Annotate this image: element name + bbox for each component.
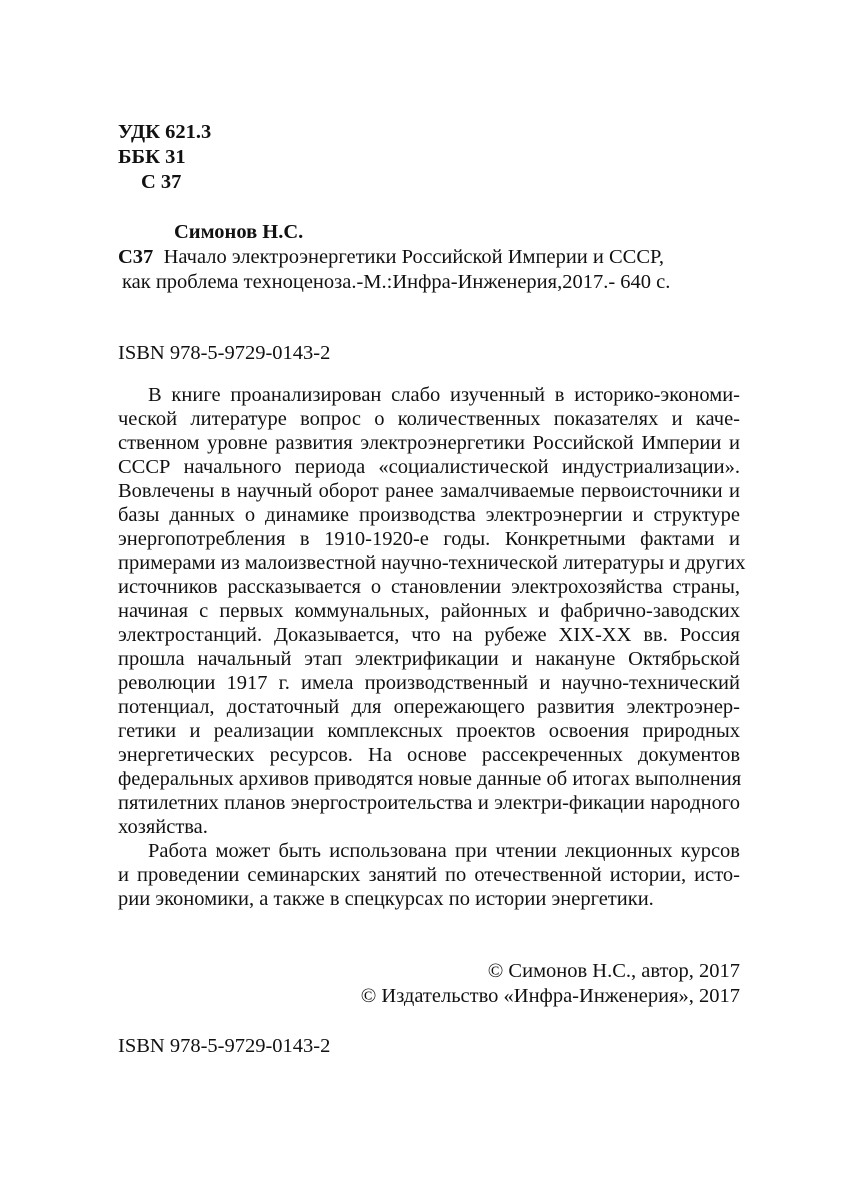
abstract-line: пятилетних планов энергостроительства и электри-фикации народного — [118, 792, 740, 814]
abstract-line: прошла начальный этап электрификации и накануне Октябрьской — [118, 648, 740, 670]
bibliographic-title-line-2: как проблема техноценоза.-М.:Инфра-Инженерия,2017.- 640 с. — [122, 271, 671, 293]
abstract-line: В книге проанализирован слабо изученный в историко-экономи- — [148, 384, 740, 406]
abstract — [118, 383, 746, 911]
abstract-line: Вовлечены в научный оборот ранее замалчиваемые первоисточники и — [118, 480, 740, 502]
abstract-line: источников рассказывается о становлении электрохозяйства страны, — [118, 576, 740, 598]
author-name: Симонов Н.С. — [174, 221, 304, 243]
isbn-top: ISBN 978-5-9729-0143-2 — [118, 342, 331, 364]
bbk-code: ББК 31 — [118, 146, 186, 168]
abstract-line: энергопотребления в 1910-1920-е годы. Конкретными фактами и — [118, 528, 740, 550]
abstract-line: хозяйства. — [118, 816, 208, 838]
abstract-line: начиная с первых коммунальных, районных и фабрично-заводских — [118, 600, 740, 622]
usage-line: рии экономики, а также в спецкурсах по истории энергетики. — [118, 888, 654, 910]
abstract-line: базы данных о динамике производства электроэнергии и структуре — [118, 504, 740, 526]
abstract-line: федеральных архивов приводятся новые данные об итогах выполнения — [118, 768, 742, 790]
abstract-line: гетики и реализации комплексных проектов освоения природных — [118, 720, 740, 742]
abstract-line: примерами из малоизвестной научно-технической литературы и других — [118, 552, 746, 574]
abstract-line: революции 1917 г. имела производственный и научно-технический — [118, 672, 740, 694]
abstract-line: электростанций. Доказывается, что на рубеже XIX-XX вв. Россия — [118, 624, 740, 646]
abstract-line: ственном уровне развития электроэнергетики Российской Империи и — [118, 432, 740, 454]
bibliographic-title-line-1 — [118, 245, 664, 269]
abstract-line: энергетических ресурсов. На основе рассекреченных документов — [118, 744, 740, 766]
usage-line: Работа может быть использована при чтении лекционных курсов — [148, 840, 740, 862]
copyright-publisher: © Издательство «Инфра-Инженерия», 2017 — [360, 985, 740, 1007]
copyright-author: © Симонов Н.С., автор, 2017 — [487, 960, 740, 982]
abstract-line: ческой литературе вопрос о количественных показателях и каче- — [118, 408, 740, 430]
abstract-line: СССР начального периода «социалистической индустриализации». — [118, 456, 740, 478]
udk-code: УДК 621.3 — [118, 121, 212, 143]
usage-line: и проведении семинарских занятий по отечественной истории, исто- — [118, 864, 740, 886]
isbn-bottom: ISBN 978-5-9729-0143-2 — [118, 1035, 331, 1057]
author-mark: С 37 — [141, 171, 182, 193]
abstract-line: потенциал, достаточный для опережающего развития электроэнер- — [118, 696, 740, 718]
catalog-mark: С37 — [118, 246, 154, 268]
title-line-1: Начало электроэнергетики Российской Империи и СССР, — [163, 246, 664, 268]
